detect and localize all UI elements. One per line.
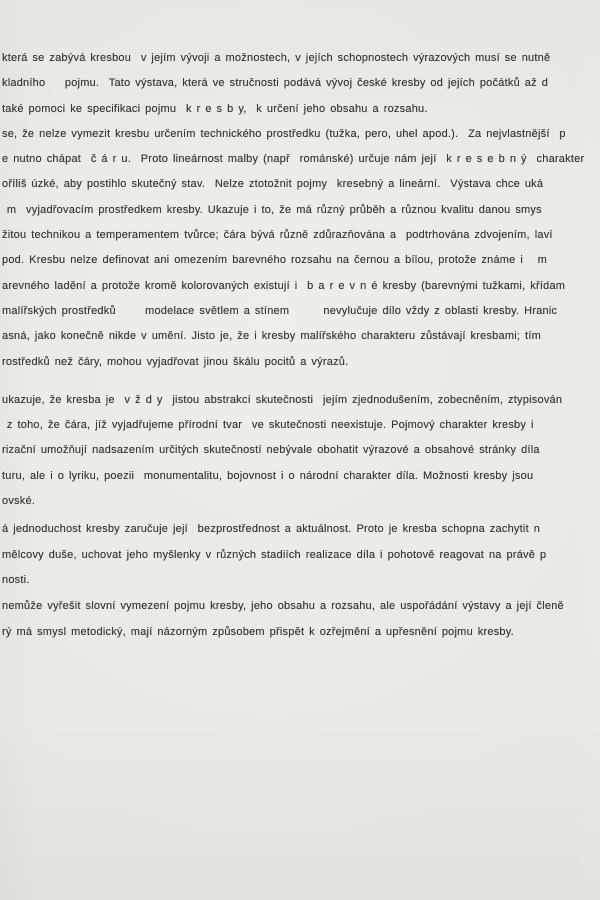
text-line: m vyjadřovacím prostředkem kresby. Ukazuje i to, že má různý průběh a různou kvalitu danou smys bbox=[2, 203, 542, 216]
text-line: e nutno chápat č á r u. Proto lineárnost malby (např románské) určuje nám její k r e s e b n ý charakter bbox=[2, 153, 585, 166]
text-line: mělcovy duše, uchovat jeho myšlenky v různých stadiích realizace díla i pohotově reagovat na právě p bbox=[2, 548, 547, 561]
text-line: žitou technikou a temperamentem tvůrce; čára bývá různě zdůrazňována a podtrhována zdvojením, laví bbox=[2, 229, 553, 242]
text-line: nosti. bbox=[2, 573, 30, 586]
text-line: rostředků než čáry, mohou vyjadřovat jinou škálu pocitů a výrazů. bbox=[2, 355, 349, 368]
text-line: asná, jako konečně nikde v umění. Jisto je, že i kresby malířského charakteru zůstávají kresbami; tím bbox=[2, 330, 541, 343]
text-line: se, že nelze vymezit kresbu určením technického prostředku (tužka, pero, uhel apod.). Za nejvlastnější p bbox=[2, 127, 566, 140]
text-line: která se zabývá kresbou v jejím vývoji a možnostech, v jejích schopnostech výrazových musí se nutně bbox=[2, 52, 551, 64]
text-line: ukazuje, že kresba je v ž d y jistou abstrakcí skutečnosti jejím zjednodušením, zobecněním, ztypisován bbox=[2, 393, 563, 406]
text-line: pod. Kresbu nelze definovat ani omezením barevného rozsahu na černou a bílou, protože známe i m bbox=[2, 254, 548, 267]
text-line: z toho, že čára, jíž vyjadřujeme přírodní tvar ve skutečnosti neexistuje. Pojmový charakter kresby i bbox=[2, 419, 534, 432]
text-line: malířských prostředků modelace světlem a stínem nevylučuje dílo vždy z oblasti kresby. Hranic bbox=[2, 304, 558, 317]
text-line: rý má smysl metodický, mají názorným způsobem přispět k ozřejmění a upřesnění pojmu kresby. bbox=[2, 625, 514, 638]
text-line: á jednoduchost kresby zaručuje její bezprostřednost a aktuálnost. Proto je kresba schopna zachytit n bbox=[2, 523, 541, 536]
text-line: kladního pojmu. Tato výstava, která ve stručnosti podává vývoj české kresby od jejích počátků až d bbox=[2, 77, 549, 90]
body-text bbox=[2, 46, 600, 645]
text-line: oříliš úzké, aby postihlo skutečný stav. Nelze ztotožnit pojmy kresebný a lineární. Výstava chce uká bbox=[2, 178, 544, 191]
text-line: turu, ale i o lyriku, poezii monumentalitu, bojovnost i o národní charakter díla. Možnosti kresby jsou bbox=[2, 469, 534, 482]
text-line: také pomoci ke specifikaci pojmu k r e s b y, k určení jeho obsahu a rozsahu. bbox=[2, 102, 428, 115]
text-line: nemůže vyřešit slovní vymezení pojmu kresby, jeho obsahu a rozsahu, ale uspořádání výstavy a její členě bbox=[2, 600, 564, 613]
text-line: arevného ladění a protože kromě kolorovaných existují i b a r e v n é kresby (barevnými tužkami, křídam bbox=[2, 279, 566, 292]
text-line: rizační umožňují nadsazením určitých skutečností nebývale obohatit výrazové a obsahové stránky díla bbox=[2, 444, 540, 457]
text-line: ovské. bbox=[2, 495, 36, 508]
